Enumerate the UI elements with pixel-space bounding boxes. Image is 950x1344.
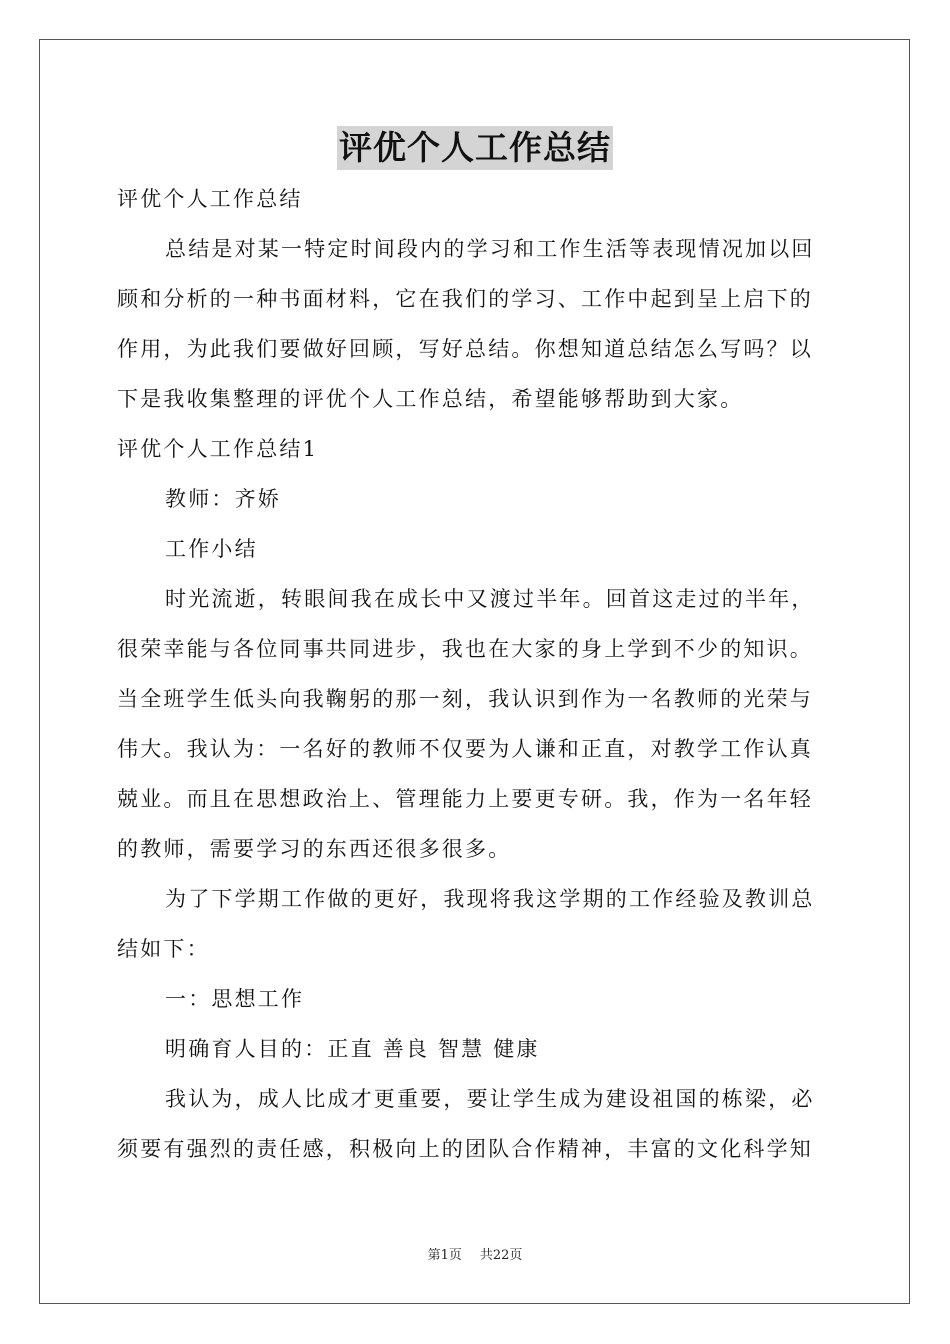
paragraph: 教师：齐娇 [165, 487, 281, 511]
page-total: 共22页 [479, 1248, 523, 1263]
paragraph: 明确育人目的：正直 善良 智慧 健康 [165, 1037, 540, 1061]
paragraph: 评优个人工作总结1 [117, 437, 319, 461]
paragraph: 我认为，成人比成才更重要，要让学生成为建设祖国的栋梁，必须要有强烈的责任感，积极向上的团队合作精神，丰富的文化科学知 [117, 1087, 815, 1161]
page-number: 第1页 [427, 1248, 462, 1263]
paragraph: 评优个人工作总结 [117, 187, 303, 211]
paragraph: 一：思想工作 [165, 987, 305, 1011]
document-title: 评优个人工作总结 [337, 126, 613, 170]
page-footer [0, 1246, 950, 1266]
document-body [117, 174, 833, 1174]
paragraph: 工作小结 [165, 537, 258, 561]
paragraph: 为了下学期工作做的更好，我现将我这学期的工作经验及教训总结如下： [117, 887, 815, 961]
paragraph: 时光流逝，转眼间我在成长中又渡过半年。回首这走过的半年，很荣幸能与各位同事共同进步，我也在大家的身上学到不少的知识。当全班学生低头向我鞠躬的那一刻，我认识到作为一名教师的光荣与伟大。我认为：一名好的教师不仅要为人谦和正直，对教学工作认真兢业。而且在思想政治上、管理能力上要更专研。我，作为一名年轻的教师，需要学习的东西还很多很多。 [117, 587, 815, 861]
title-container [0, 126, 950, 170]
paragraph: 总结是对某一特定时间段内的学习和工作生活等表现情况加以回顾和分析的一种书面材料，它在我们的学习、工作中起到呈上启下的作用，为此我们要做好回顾，写好总结。你想知道总结怎么写吗？以下是我收集整理的评优个人工作总结，希望能够帮助到大家。 [117, 237, 815, 411]
